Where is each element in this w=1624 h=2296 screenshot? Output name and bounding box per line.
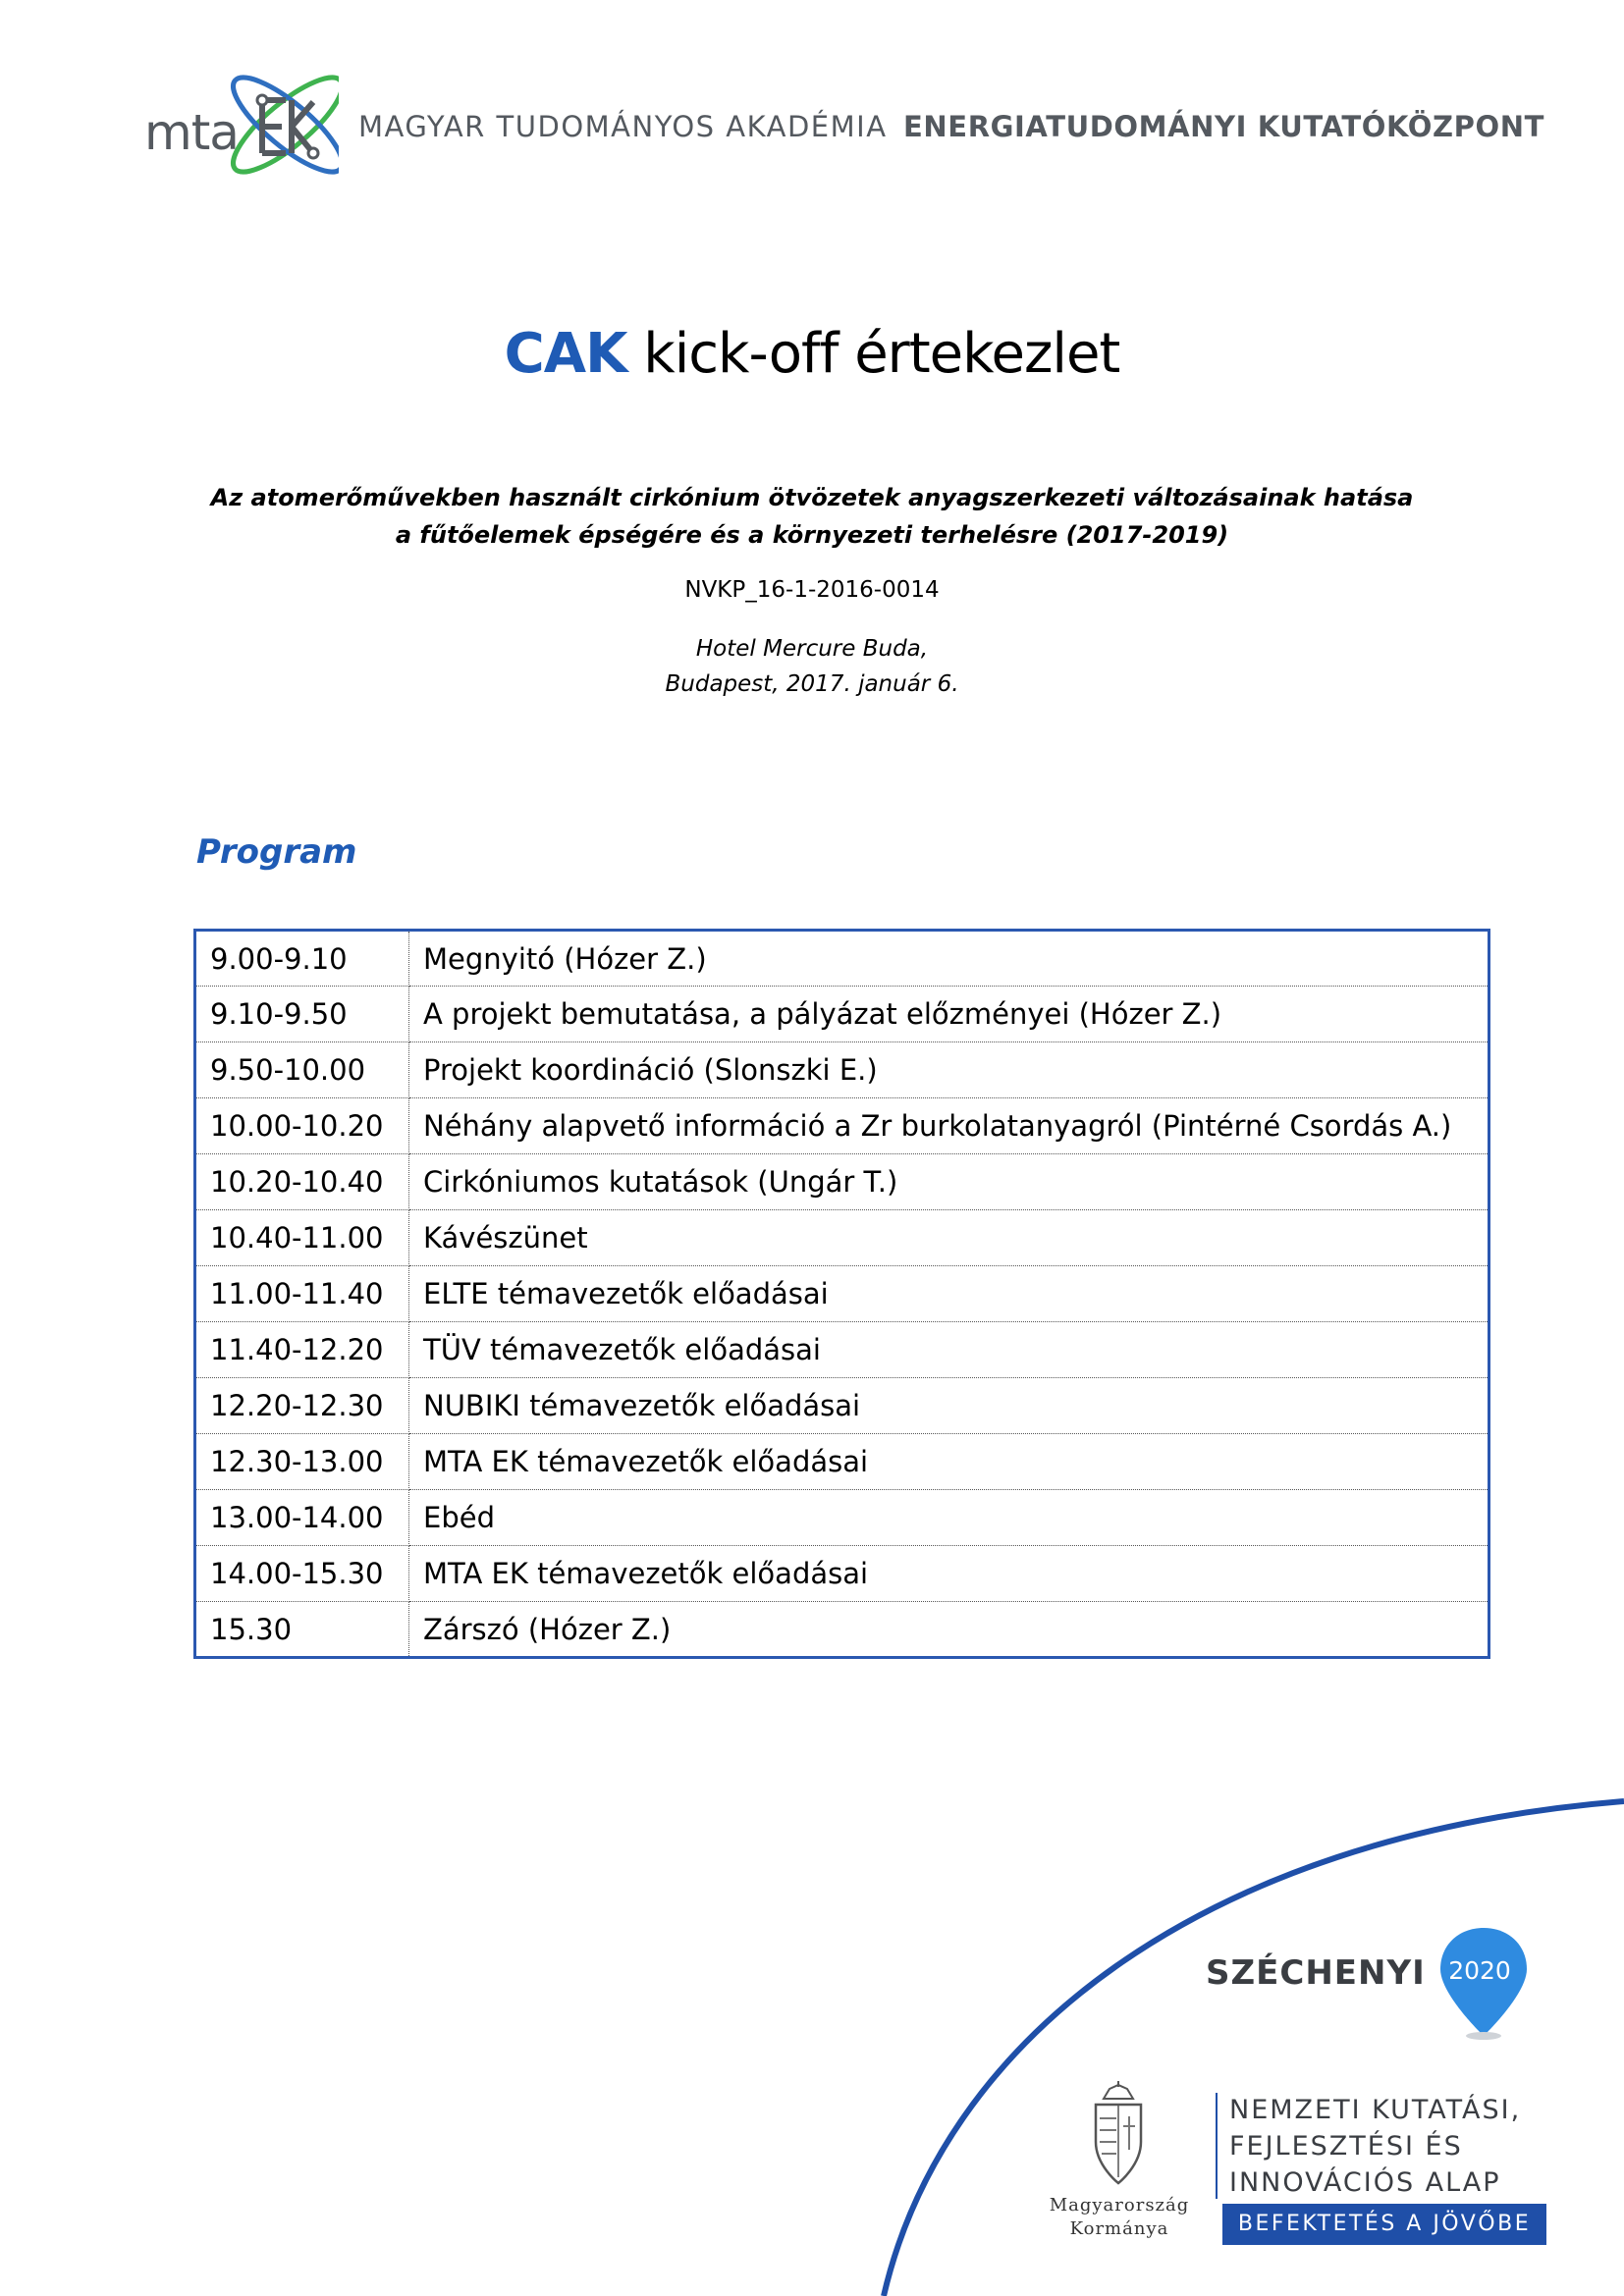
- time-cell: 13.00-14.00: [195, 1490, 409, 1546]
- dotted-divider: [145, 228, 1500, 253]
- institution-name: MAGYAR TUDOMÁNYOS AKADÉMIA: [358, 110, 888, 143]
- fund-name-line-3: INNOVÁCIÓS ALAP: [1229, 2167, 1501, 2198]
- agenda-cell: Kávészünet: [409, 1210, 1489, 1266]
- agenda-cell: NUBIKI témavezetők előadásai: [409, 1378, 1489, 1434]
- agenda-cell: MTA EK témavezetők előadásai: [409, 1546, 1489, 1602]
- subtitle-line-1: Az atomerőművekben használt cirkónium ötvözetek anyagszerkezeti változásainak hatása: [210, 484, 1414, 511]
- page-title: [0, 322, 1624, 386]
- venue: [0, 631, 1624, 702]
- time-cell: 11.40-12.20: [195, 1322, 409, 1378]
- table-row: [195, 1490, 1489, 1546]
- table-row: [195, 1378, 1489, 1434]
- slogan-banner: BEFEKTETÉS A JÖVŐBE: [1222, 2204, 1546, 2245]
- table-row: [195, 1154, 1489, 1210]
- table-row: [195, 1098, 1489, 1154]
- agenda-cell: Néhány alapvető információ a Zr burkolatanyagról (Pintérné Csordás A.): [409, 1098, 1489, 1154]
- time-cell: 10.20-10.40: [195, 1154, 409, 1210]
- agenda-cell: MTA EK témavezetők előadásai: [409, 1434, 1489, 1490]
- program-heading: Program: [196, 832, 357, 872]
- time-cell: 10.40-11.00: [195, 1210, 409, 1266]
- time-cell: 10.00-10.20: [195, 1098, 409, 1154]
- table-row: [195, 1546, 1489, 1602]
- institution-center-name: ENERGIATUDOMÁNYI KUTATÓKÖZPONT: [903, 110, 1544, 143]
- venue-line-1: Hotel Mercure Buda,: [695, 636, 929, 662]
- title-acronym: CAK: [504, 322, 627, 386]
- time-cell: 12.30-13.00: [195, 1434, 409, 1490]
- szechenyi-year: 2020: [1448, 1956, 1511, 1985]
- agenda-cell: Zárszó (Hózer Z.): [423, 1612, 672, 1646]
- agenda-cell: Ebéd: [409, 1490, 1489, 1546]
- coat-of-arms-icon: [1088, 2081, 1149, 2189]
- time-cell: 9.10-9.50: [195, 987, 409, 1042]
- time-cell: 9.00-9.10: [195, 931, 409, 987]
- fund-name-line-2: FEJLESZTÉSI ÉS: [1229, 2131, 1463, 2162]
- project-subtitle: [0, 479, 1624, 554]
- agenda-cell: TÜV témavezetők előadásai: [409, 1322, 1489, 1378]
- agenda-cell: A projekt bemutatása, a pályázat előzményei (Hózer Z.): [409, 987, 1489, 1042]
- government-name-line-1: Magyarország: [1049, 2195, 1190, 2216]
- agenda-cell: Megnyitó (Hózer Z.): [409, 931, 1489, 987]
- agenda-cell: Cirkóniumos kutatások (Ungár T.): [409, 1154, 1489, 1210]
- subtitle-line-2: a fűtőelemek épségére és a környezeti terhelésre (2017-2019): [395, 521, 1229, 549]
- table-row: [195, 931, 1489, 987]
- table-row: [195, 1602, 1489, 1658]
- table-row: [195, 1434, 1489, 1490]
- government-name-line-2: Kormánya: [1069, 2218, 1169, 2239]
- fund-name-line-1: NEMZETI KUTATÁSI,: [1229, 2095, 1522, 2125]
- agenda-cell: Projekt koordináció (Slonszki E.): [409, 1042, 1489, 1098]
- time-cell: 14.00-15.30: [195, 1546, 409, 1602]
- table-row: [195, 1042, 1489, 1098]
- title-text: kick-off értekezlet: [626, 322, 1120, 386]
- table-row: [195, 987, 1489, 1042]
- table-row: [195, 1210, 1489, 1266]
- table-row: [195, 1266, 1489, 1322]
- logo-text: mta: [144, 104, 239, 161]
- time-cell: 9.50-10.00: [195, 1042, 409, 1098]
- szechenyi-logo-text: SZÉCHENYI: [1206, 1953, 1426, 1993]
- project-code: NVKP_16-1-2016-0014: [684, 577, 940, 603]
- footer-divider: [1216, 2093, 1218, 2199]
- venue-line-2: Budapest, 2017. január 6.: [665, 671, 959, 697]
- agenda-cell: ELTE témavezetők előadásai: [409, 1266, 1489, 1322]
- header: [142, 61, 1544, 188]
- time-cell: 11.00-11.40: [195, 1266, 409, 1322]
- program-table: [193, 929, 1490, 1659]
- time-cell: 12.20-12.30: [195, 1378, 409, 1434]
- time-cell: 15.30: [195, 1602, 409, 1658]
- table-row: [195, 1322, 1489, 1378]
